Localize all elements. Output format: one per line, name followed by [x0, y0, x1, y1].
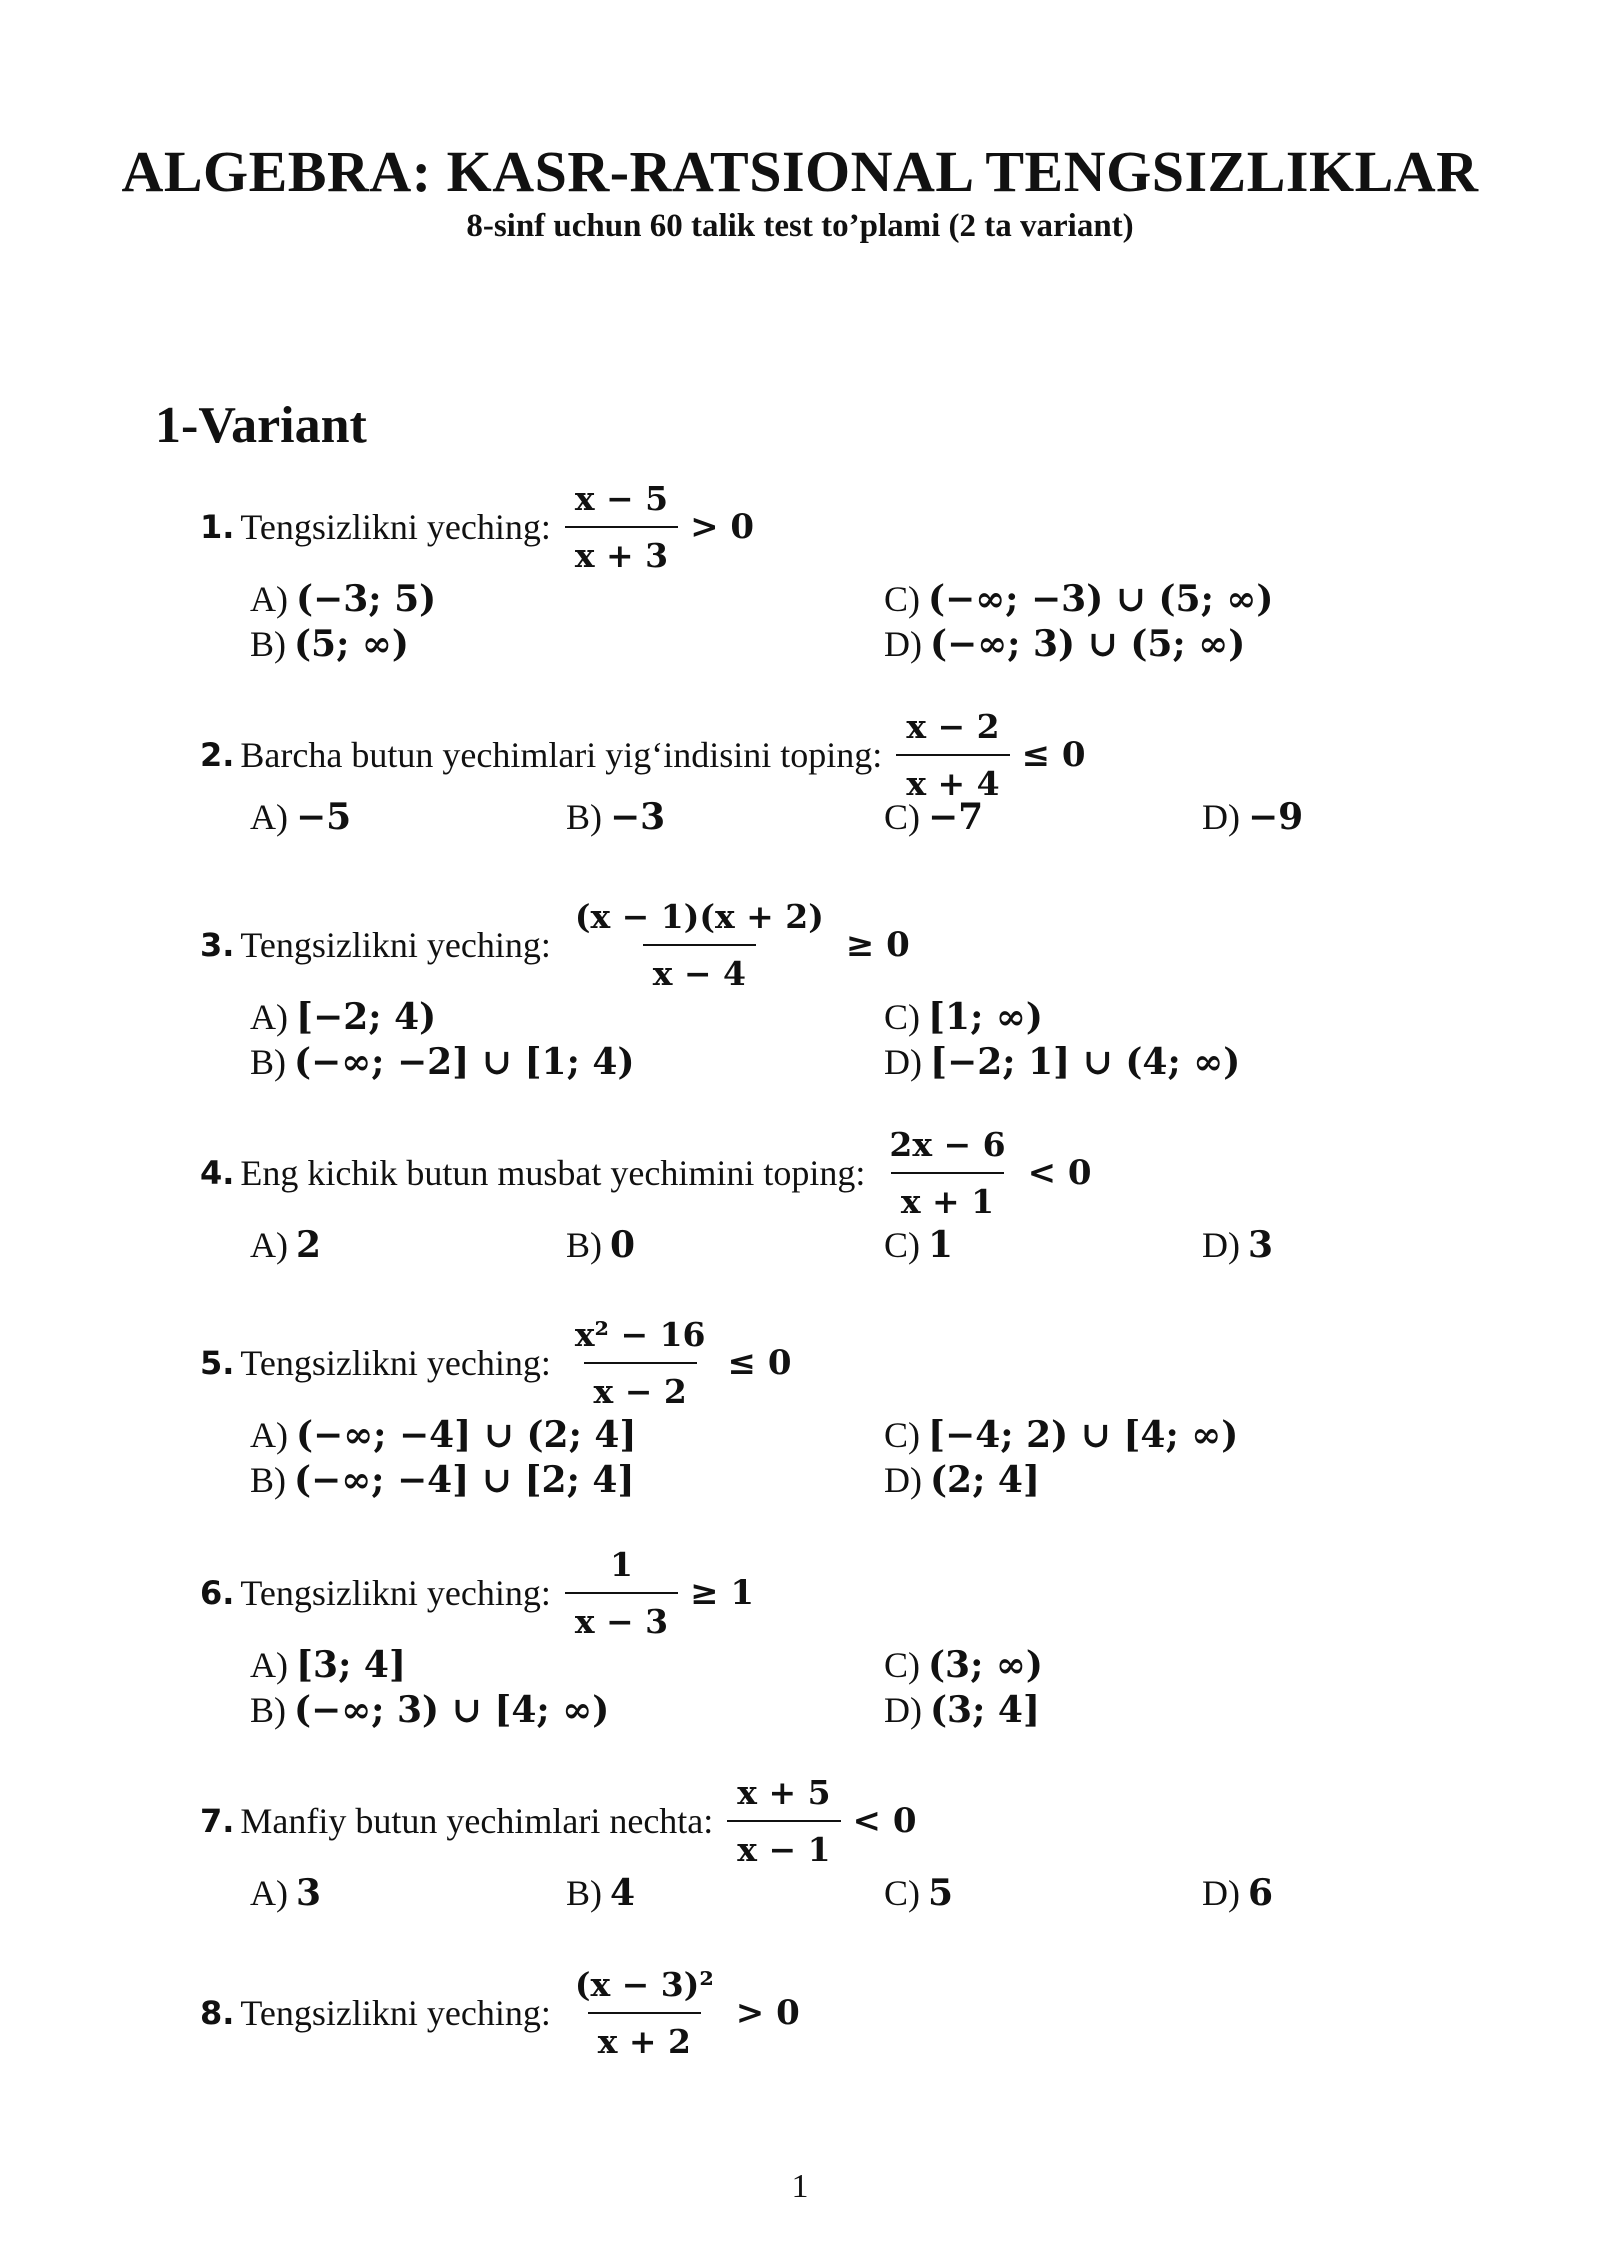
inequality-relation: ≥ 0 — [845, 925, 910, 965]
option-value: [3; 4] — [296, 1644, 406, 1686]
option-a[interactable] — [250, 1224, 321, 1266]
option-value: [−2; 4) — [296, 996, 437, 1038]
option-value: (−∞; −4] ∪ [2; 4] — [294, 1459, 635, 1501]
question-number: 3 — [200, 926, 223, 964]
option-label: C) — [884, 997, 920, 1037]
option-value: −7 — [928, 796, 984, 838]
question-text: Tengsizlikni yeching: — [240, 1343, 551, 1383]
option-d[interactable] — [884, 623, 1245, 665]
question-text: Manfiy butun yechimlari nechta: — [240, 1801, 714, 1841]
option-c[interactable] — [884, 1224, 953, 1266]
question-number-dot: . — [222, 1994, 235, 2032]
fraction-numerator: x² − 16 — [574, 1315, 706, 1354]
fraction-denominator: x + 2 — [588, 2012, 701, 2061]
option-label: A) — [250, 1415, 288, 1455]
option-value: (−3; 5) — [296, 578, 437, 620]
fraction — [565, 1965, 724, 2061]
page-number: 1 — [791, 2168, 809, 2205]
fraction — [565, 897, 834, 993]
fraction — [896, 707, 1009, 803]
option-label: B) — [566, 1225, 602, 1265]
option-a[interactable] — [250, 1644, 406, 1686]
question-3 — [200, 897, 910, 993]
option-c[interactable] — [884, 1872, 953, 1914]
option-value: [−2; 1] ∪ (4; ∞) — [930, 1041, 1241, 1083]
option-label: D) — [884, 624, 922, 664]
option-label: B) — [250, 1460, 286, 1500]
fraction-numerator: x − 5 — [574, 479, 669, 518]
question-number: 4 — [200, 1154, 223, 1192]
option-b[interactable] — [566, 796, 665, 838]
question-text: Tengsizlikni yeching: — [240, 507, 551, 547]
option-value: 0 — [610, 1224, 636, 1266]
option-value: −5 — [296, 796, 352, 838]
option-label: B) — [250, 1042, 286, 1082]
option-label: C) — [884, 1873, 920, 1913]
option-value: 2 — [296, 1224, 322, 1266]
option-value: (3; 4] — [930, 1689, 1040, 1731]
fraction-denominator: x − 2 — [584, 1362, 697, 1411]
option-b[interactable] — [566, 1872, 635, 1914]
option-label: D) — [1202, 1225, 1240, 1265]
fraction — [565, 1315, 716, 1411]
option-label: D) — [884, 1460, 922, 1500]
option-value: 4 — [610, 1872, 636, 1914]
option-label: C) — [884, 1225, 920, 1265]
question-number: 2 — [200, 736, 223, 774]
question-number: 7 — [200, 1802, 223, 1840]
question-number-dot: . — [222, 1574, 235, 1612]
question-text: Barcha butun yechimlari yig‘indisini toping: — [240, 735, 883, 775]
question-6 — [200, 1545, 755, 1641]
option-label: D) — [1202, 797, 1240, 837]
option-label: A) — [250, 1645, 288, 1685]
question-2 — [200, 707, 1086, 803]
option-d[interactable] — [1202, 1872, 1273, 1914]
option-value: 6 — [1248, 1872, 1274, 1914]
fraction — [727, 1773, 840, 1869]
option-label: B) — [566, 797, 602, 837]
option-value: [1; ∞) — [928, 996, 1043, 1038]
option-label: C) — [884, 1415, 920, 1455]
question-number-dot: . — [222, 1344, 235, 1382]
option-label: A) — [250, 579, 288, 619]
question-number-dot: . — [222, 926, 235, 964]
option-value: −9 — [1248, 796, 1304, 838]
option-value: (−∞; −4] ∪ (2; 4] — [296, 1414, 637, 1456]
fraction-numerator: (x − 1)(x + 2) — [574, 897, 824, 936]
question-text: Eng kichik butun musbat yechimini toping: — [240, 1153, 866, 1193]
option-label: C) — [884, 579, 920, 619]
option-a[interactable] — [250, 796, 351, 838]
question-5 — [200, 1315, 792, 1411]
option-a[interactable] — [250, 578, 436, 620]
option-d[interactable] — [884, 1459, 1040, 1501]
option-value: (−∞; 3) ∪ [4; ∞) — [294, 1689, 610, 1731]
inequality-relation: ≤ 0 — [1021, 735, 1086, 775]
question-number: 1 — [200, 508, 223, 546]
option-value: 3 — [296, 1872, 322, 1914]
option-b[interactable] — [566, 1224, 635, 1266]
option-c[interactable] — [884, 1414, 1238, 1456]
question-4 — [200, 1125, 1092, 1221]
document-subtitle: 8-sinf uchun 60 talik test to’plami (2 ta variant) — [466, 208, 1134, 244]
option-label: D) — [884, 1690, 922, 1730]
question-number-dot: . — [222, 736, 235, 774]
option-c[interactable] — [884, 996, 1043, 1038]
question-number-dot: . — [222, 508, 235, 546]
option-value: 3 — [1248, 1224, 1274, 1266]
fraction-numerator: x − 2 — [906, 707, 1000, 746]
option-value: (−∞; 3) ∪ (5; ∞) — [930, 623, 1246, 665]
inequality-relation: > 0 — [735, 1993, 800, 2033]
inequality-relation: > 0 — [690, 507, 755, 547]
option-value: (−∞; −2] ∪ [1; 4) — [294, 1041, 635, 1083]
inequality-relation: ≤ 0 — [727, 1343, 792, 1383]
fraction-numerator: x + 5 — [737, 1773, 831, 1812]
question-number: 6 — [200, 1574, 223, 1612]
question-text: Tengsizlikni yeching: — [240, 1573, 551, 1613]
option-label: A) — [250, 1225, 288, 1265]
option-c[interactable] — [884, 1644, 1043, 1686]
option-c[interactable] — [884, 578, 1273, 620]
inequality-relation: < 0 — [852, 1801, 917, 1841]
option-a[interactable] — [250, 1872, 321, 1914]
option-value: (2; 4] — [930, 1459, 1040, 1501]
fraction-denominator: x + 3 — [565, 526, 678, 575]
option-label: C) — [884, 1645, 920, 1685]
option-value: 1 — [928, 1224, 954, 1266]
option-b[interactable] — [250, 623, 409, 665]
option-label: D) — [1202, 1873, 1240, 1913]
option-value: −3 — [610, 796, 666, 838]
option-d[interactable] — [884, 1689, 1040, 1731]
fraction-denominator: x + 1 — [891, 1172, 1004, 1221]
option-d[interactable] — [1202, 1224, 1273, 1266]
fraction — [565, 1545, 678, 1641]
question-8 — [200, 1965, 800, 2061]
option-a[interactable] — [250, 1414, 636, 1456]
option-b[interactable] — [250, 1041, 634, 1083]
option-a[interactable] — [250, 996, 436, 1038]
option-d[interactable] — [1202, 796, 1303, 838]
document-title: ALGEBRA: KASR-RATSIONAL TENGSIZLIKLAR — [121, 139, 1479, 204]
section-heading: 1-Variant — [155, 397, 367, 454]
option-label: B) — [250, 1690, 286, 1730]
question-number-dot: . — [222, 1802, 235, 1840]
option-label: C) — [884, 797, 920, 837]
fraction-numerator: 1 — [609, 1545, 633, 1584]
fraction-numerator: 2x − 6 — [889, 1125, 1006, 1164]
fraction-denominator: x − 4 — [643, 944, 756, 993]
question-7 — [200, 1773, 917, 1869]
option-label: A) — [250, 797, 288, 837]
question-number: 5 — [200, 1344, 223, 1382]
fraction-numerator: (x − 3)² — [574, 1965, 714, 2004]
option-label: A) — [250, 997, 288, 1037]
fraction-denominator: x − 3 — [565, 1592, 678, 1641]
option-value: (3; ∞) — [928, 1644, 1043, 1686]
question-number-dot: . — [222, 1154, 235, 1192]
option-d[interactable] — [884, 1041, 1240, 1083]
option-label: B) — [250, 624, 286, 664]
option-value: 5 — [928, 1872, 954, 1914]
option-value: (−∞; −3) ∪ (5; ∞) — [928, 578, 1274, 620]
option-value: (5; ∞) — [294, 623, 409, 665]
option-c[interactable] — [884, 796, 983, 838]
inequality-relation: ≥ 1 — [690, 1573, 755, 1613]
fraction-denominator: x − 1 — [727, 1820, 840, 1869]
fraction — [565, 479, 678, 575]
fraction-denominator: x + 4 — [896, 754, 1009, 803]
question-number: 8 — [200, 1994, 223, 2032]
option-b[interactable] — [250, 1689, 609, 1731]
option-value: [−4; 2) ∪ [4; ∞) — [928, 1414, 1239, 1456]
option-label: B) — [566, 1873, 602, 1913]
question-text: Tengsizlikni yeching: — [240, 1993, 551, 2033]
option-b[interactable] — [250, 1459, 634, 1501]
fraction — [879, 1125, 1015, 1221]
option-label: A) — [250, 1873, 288, 1913]
option-label: D) — [884, 1042, 922, 1082]
question-text: Tengsizlikni yeching: — [240, 925, 551, 965]
question-1 — [200, 479, 755, 575]
inequality-relation: < 0 — [1027, 1153, 1092, 1193]
